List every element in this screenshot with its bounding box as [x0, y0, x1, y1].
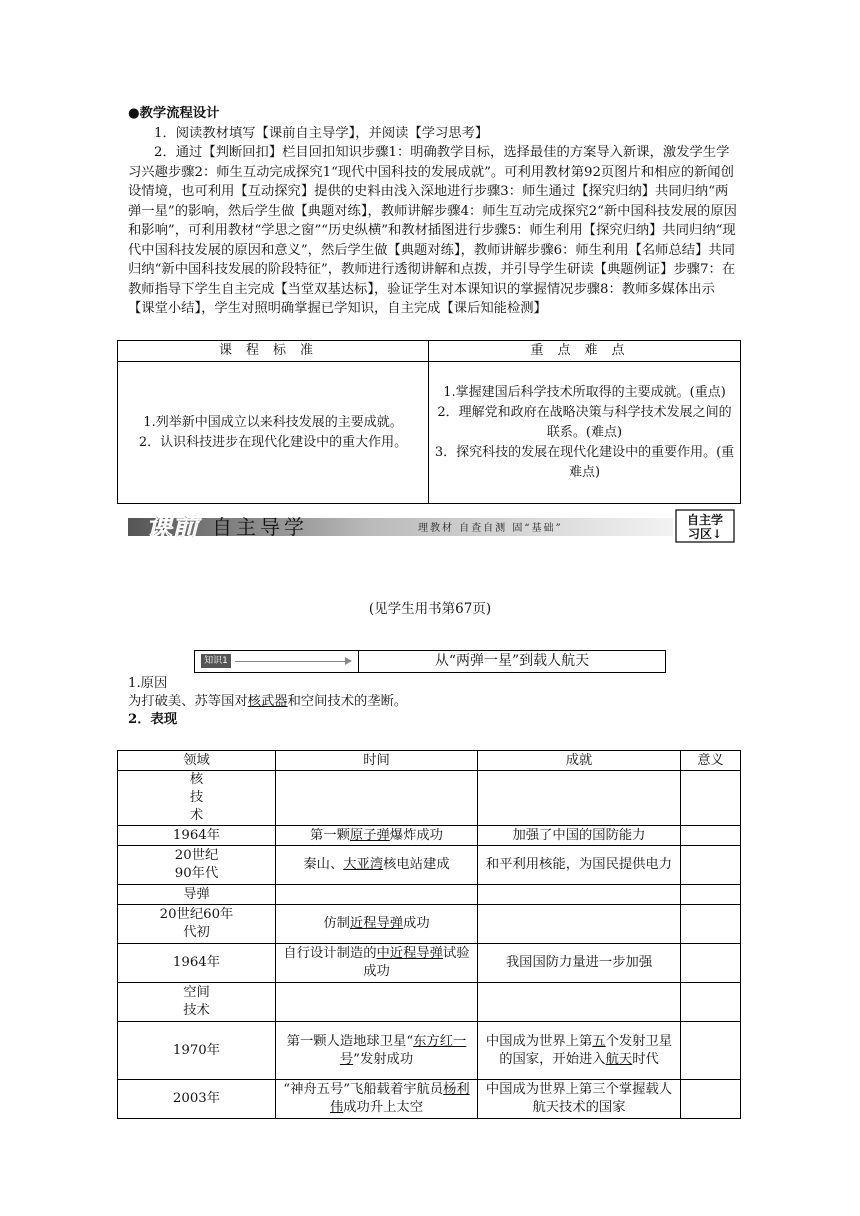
time-cell: 2003年: [118, 1080, 276, 1119]
table-cell: [681, 771, 741, 826]
table-row: [118, 846, 741, 885]
fill-blank: 中近程导弹: [376, 946, 443, 961]
text-fragment: 为打破美、苏等国对: [128, 694, 248, 709]
text-fragment: 试验成功: [363, 946, 470, 979]
table-cell: [276, 885, 478, 905]
time-cell: 1964年: [118, 944, 276, 983]
table-header: 成就: [478, 751, 681, 771]
time-cell: 1964年: [118, 826, 276, 846]
table-row: [118, 826, 741, 846]
achievement-cell: [276, 826, 478, 846]
cause-heading: 1.原因: [128, 676, 168, 691]
fill-blank: 五: [592, 1033, 606, 1049]
table-cell: [681, 885, 741, 905]
table-row: [118, 1022, 741, 1080]
cause-text: [128, 693, 740, 711]
key-point-item: 3．探究科技的发展在现代化建设中的重要作用。(重难点): [434, 444, 735, 480]
table-row: [118, 944, 741, 983]
table-cell: [681, 826, 741, 846]
table-cell: [276, 983, 478, 1022]
curriculum-standards-table: [117, 340, 741, 504]
key-point-item: 1.掌握建国后科学技术所取得的主要成就。(重点): [443, 384, 726, 400]
achievement-cell: [276, 905, 478, 944]
performance-heading: 2．表现: [128, 712, 178, 727]
category-label: 核技术: [189, 772, 204, 823]
banner-subtitle: 理教材 自查自测 固“基础”: [418, 523, 563, 534]
fill-blank: 近程导弹: [349, 916, 404, 931]
knowledge-title-bar: [194, 650, 666, 673]
key-point-item: 2．理解党和政府在战略决策与科学技术发展之间的联系。(难点): [437, 404, 732, 440]
significance-cell: 我国国防力量进一步加强: [478, 944, 681, 983]
table-cell: [478, 885, 681, 905]
standard-item: 1.列举新中国成立以来科技发展的主要成就。: [143, 414, 403, 430]
time-cell: [118, 905, 276, 944]
table-cell: [276, 771, 478, 826]
banner-graphic: [128, 508, 736, 544]
table-row: [118, 1080, 741, 1119]
time-cell: 1970年: [118, 1022, 276, 1080]
table-cell: [478, 905, 681, 944]
table-header: 时间: [276, 751, 478, 771]
table-header: 意义: [681, 751, 741, 771]
text-fragment: 仿制: [323, 916, 350, 931]
achievement-cell: [276, 944, 478, 983]
table-header: 重点难点: [429, 341, 741, 362]
banner-box-line1: 自主学: [686, 513, 724, 527]
category-cell: [118, 983, 276, 1022]
page-reference: (见学生用书第67页): [368, 601, 492, 617]
achievement-cell: [276, 846, 478, 885]
text-fragment: 时代: [632, 1051, 659, 1067]
fill-blank: 航天: [605, 1051, 633, 1067]
text-fragment: 个发射卫星的国家，开始进入: [499, 1033, 673, 1067]
fill-blank: 原子弹: [349, 827, 390, 843]
category-cell: 导弹: [118, 885, 276, 905]
knowledge-title: 从“两弹一星”到载人航天: [434, 653, 590, 669]
teaching-flow-section: [128, 104, 740, 319]
banner-title: 自主导学: [212, 515, 308, 539]
category-cell: [118, 771, 276, 826]
table-cell: [681, 1080, 741, 1119]
banner-box-line2: 习区↓: [687, 527, 723, 541]
table-cell: [681, 1022, 741, 1080]
arrow-icon: [345, 657, 352, 665]
knowledge-body: [128, 675, 740, 729]
section-banner: [128, 508, 736, 544]
knowledge-tag: 知识1: [201, 654, 231, 668]
step-paragraph: 1．阅读教材填写【课前自主导学】，并阅读【学习思考】: [154, 125, 489, 141]
text-fragment: 爆炸成功: [389, 827, 443, 843]
text-fragment: 核电站建成: [383, 857, 450, 872]
banner-big-title: 课前: [146, 513, 199, 543]
text-fragment: 成功: [403, 916, 430, 931]
significance-cell: 中国成为世界上第三个掌握载人航天技术的国家: [478, 1080, 681, 1119]
text-fragment: 自行设计制造的: [283, 946, 377, 961]
time-cell: [118, 846, 276, 885]
divider-line: [235, 661, 345, 662]
table-cell: [681, 846, 741, 885]
step-paragraph: 2．通过【判断回扣】栏目回扣知识步骤1：明确教学目标，选择最佳的方案导入新课，激发学生学习兴趣步骤2：师生互动完成探究1“现代中国科技的发展成就”。可利用教材第92页图片和相应的新闻创设情境，也可利用【互动探究】提供的史料由浅入深地进行步骤3：师生通过【探究归纳】共同归纳“两弹一星”的影响，然后学生做【典题对练】，教师讲解步骤4：师生互动完成探究2“新中国科技发展的原因和影响”，可利用教材“学思之窗”“历史纵横”和教材插图进行步骤5：师生利用【探究归纳】共同归纳“现代中国科技发展的原因和意义”，然后学生做【典题对练】，教师讲解步骤6：师生利用【名师总结】共同归纳“新中国科技发展的阶段特征”，教师进行透彻讲解和点拨，并引导学生研读【典题例证】步骤7：在教师指导下学生自主完成【当堂双基达标】，验证学生对本课知识的掌握情况步骤8：教师多媒体出示【课堂小结】，学生对照明确掌握已学知识，自主完成【课后知能检测】: [128, 145, 737, 316]
section-heading: ●教学流程设计: [128, 106, 220, 121]
achievements-table: [117, 750, 741, 1119]
text-fragment: 第一颗人造地球卫星“: [286, 1033, 414, 1049]
table-cell: [681, 983, 741, 1022]
table-cell: [681, 905, 741, 944]
table-row: [118, 905, 741, 944]
standard-item: 2．认识科技进步在现代化建设中的重大作用。: [138, 434, 408, 450]
table-header: 课程标准: [118, 341, 429, 362]
text-fragment: “神舟五号”飞船载着宇航员: [283, 1082, 444, 1097]
text-fragment: 成功升上太空: [343, 1100, 424, 1115]
significance-cell: 加强了中国的国防能力: [478, 826, 681, 846]
text-fragment: 和空间技术的垄断。: [287, 694, 408, 709]
achievement-cell: [276, 1080, 478, 1119]
text-fragment: 中国成为世界上第: [485, 1033, 593, 1049]
standards-cell: [118, 362, 429, 504]
fill-blank: 杨利伟: [329, 1082, 470, 1115]
banner-bar: [128, 518, 673, 536]
key-points-cell: [429, 362, 741, 504]
category-label: 空间技术: [183, 985, 210, 1018]
table-cell: [681, 944, 741, 983]
text-fragment: 秦山、: [303, 857, 344, 872]
text-fragment: ”发射成功: [353, 1051, 414, 1067]
text-fragment: 第一颗: [310, 827, 350, 843]
table-cell: [478, 983, 681, 1022]
time-label: 20世纪60年代初: [159, 907, 234, 940]
time-label: 20世纪90年代: [174, 848, 219, 881]
fill-blank: 大亚湾: [343, 857, 384, 872]
table-cell: [478, 771, 681, 826]
significance-cell: 和平利用核能，为国民提供电力: [478, 846, 681, 885]
significance-cell: [478, 1022, 681, 1080]
fill-blank: 东方红一号: [339, 1033, 467, 1067]
achievement-cell: [276, 1022, 478, 1080]
fill-blank: 核武器: [247, 694, 288, 709]
table-header: 领域: [118, 751, 276, 771]
